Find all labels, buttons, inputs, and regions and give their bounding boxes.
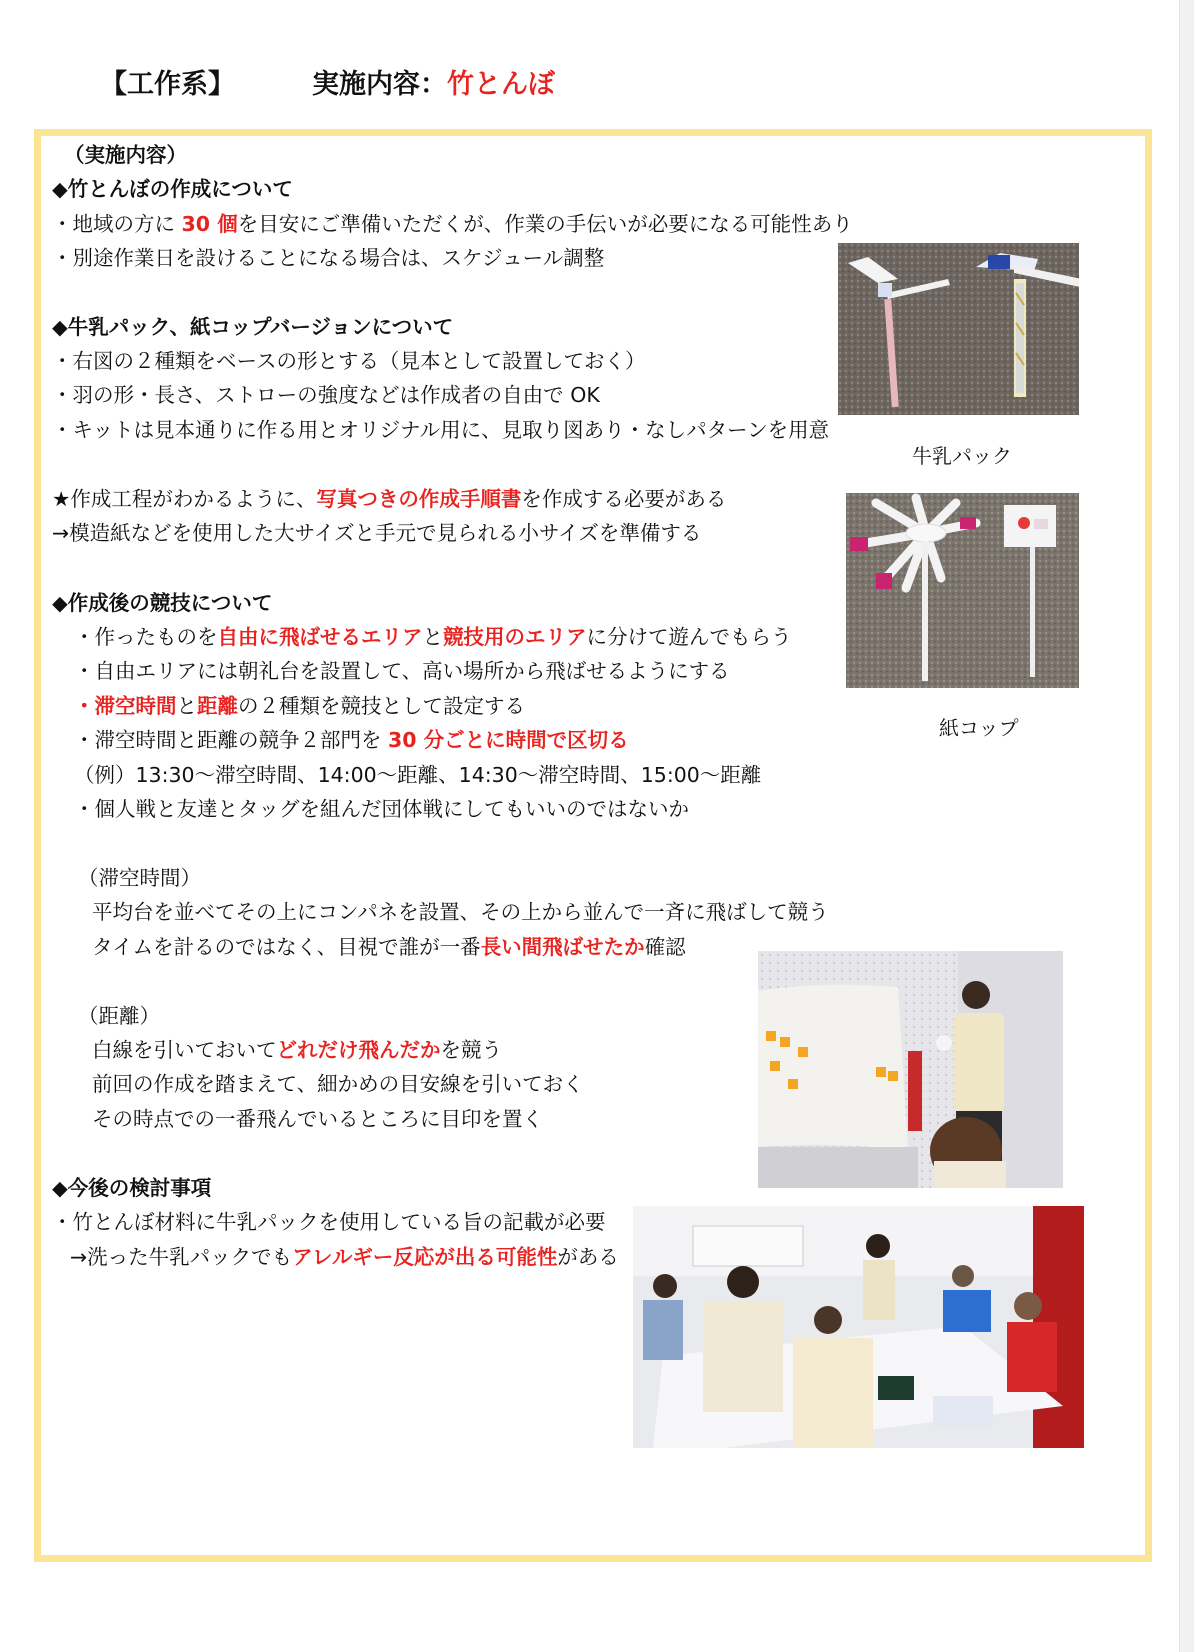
text-line: →模造紙などを使用した大サイズと手元で見られる小サイズを準備する xyxy=(52,521,702,545)
text-line: ・個人戦と友達とタッグを組んだ団体戦にしてもいいのではないか xyxy=(74,797,689,821)
heading-creation: ◆竹とんぼの作成について xyxy=(52,177,293,201)
photo-meeting xyxy=(633,1206,1084,1448)
text-line: ・滞空時間と距離の競争２部門を 30 分ごとに時間で区切る xyxy=(74,728,629,752)
text-line: ・キットは見本通りに作る用とオリジナル用に、見取り図あり・なしパターンを用意 xyxy=(52,418,830,442)
page-scroll-edge xyxy=(1179,0,1194,1652)
content-title: 実施内容：竹とんぼ xyxy=(312,69,555,100)
heading-future: ◆今後の検討事項 xyxy=(52,1176,212,1200)
text-line: （例）13:30～滞空時間、14:00～距離、14:30～滞空時間、15:00～距離 xyxy=(74,763,762,787)
text-line: その時点での一番飛んでいるところに目印を置く xyxy=(92,1107,543,1131)
caption-milk-carton: 牛乳パック xyxy=(912,444,1012,468)
subheading-distance: （距離） xyxy=(78,1004,160,1028)
text-line: 前回の作成を踏まえて、細かめの目安線を引いておく xyxy=(92,1072,584,1096)
category-label: 【工作系】 xyxy=(100,69,235,100)
photo-presentation xyxy=(758,951,1063,1188)
text-line: →洗った牛乳パックでもアレルギー反応が出る可能性がある xyxy=(70,1245,619,1269)
content-value: 竹とんぼ xyxy=(447,69,555,100)
photo-milk-carton-propellers xyxy=(838,243,1079,415)
section-heading: （実施内容） xyxy=(64,143,187,167)
photo-paper-cup-propellers xyxy=(846,493,1079,688)
text-line: ・右図の２種類をベースの形とする（見本として設置しておく） xyxy=(52,349,646,373)
text-line: ・羽の形・長さ、ストローの強度などは作成者の自由で OK xyxy=(52,383,600,407)
text-line: 平均台を並べてその上にコンパネを設置、その上から並んで一斉に飛ばして競う xyxy=(92,900,829,924)
heading-competition: ◆作成後の競技について xyxy=(52,591,273,615)
text-line: ・自由エリアには朝礼台を設置して、高い場所から飛ばせるようにする xyxy=(74,659,730,683)
caption-paper-cup: 紙コップ xyxy=(939,716,1019,740)
subheading-hang-time: （滞空時間） xyxy=(78,866,201,890)
text-line: ・地域の方に 30 個を目安にご準備いただくが、作業の手伝いが必要になる可能性あり xyxy=(52,212,853,236)
text-line: ・作ったものを自由に飛ばせるエリアと競技用のエリアに分けて遊んでもらう xyxy=(74,625,792,649)
heading-versions: ◆牛乳パック、紙コップバージョンについて xyxy=(52,315,454,339)
page-title xyxy=(100,62,555,101)
text-line: タイムを計るのではなく、目視で誰が一番長い間飛ばせたか確認 xyxy=(92,935,686,959)
text-line: 白線を引いておいてどれだけ飛んだかを競う xyxy=(92,1038,502,1062)
text-line: ・竹とんぼ材料に牛乳パックを使用している旨の記載が必要 xyxy=(52,1210,606,1234)
text-line: ★作成工程がわかるように、写真つきの作成手順書を作成する必要がある xyxy=(52,487,727,511)
text-line: ・滞空時間と距離の２種類を競技として設定する xyxy=(74,694,525,718)
text-line: ・別途作業日を設けることになる場合は、スケジュール調整 xyxy=(52,246,605,270)
